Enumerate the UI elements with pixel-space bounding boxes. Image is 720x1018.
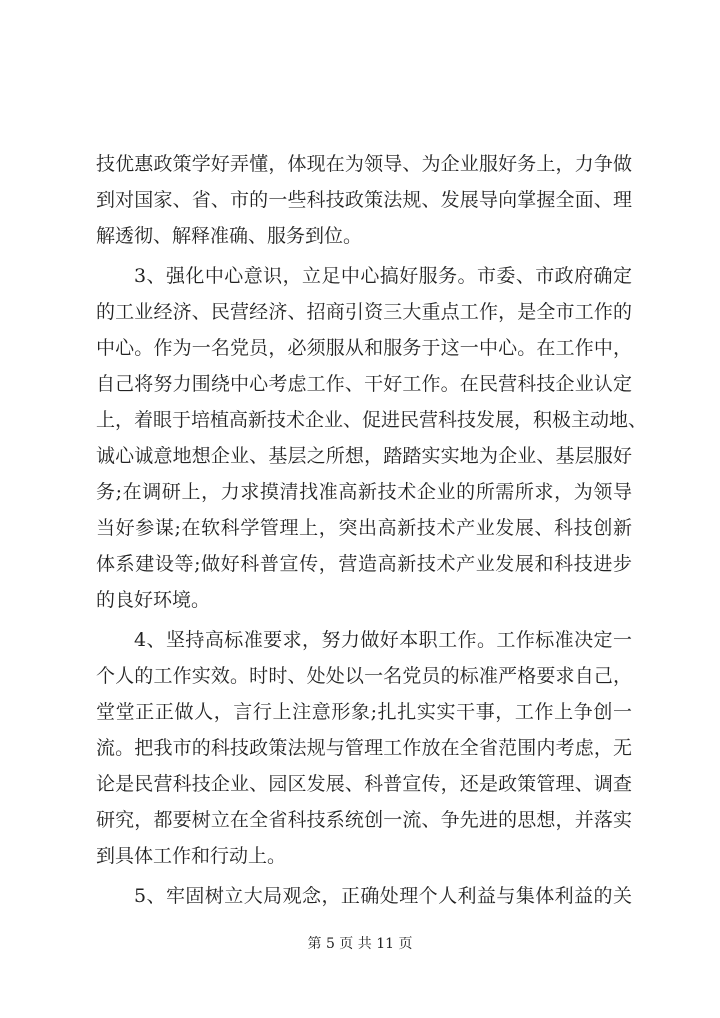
page-number-footer: 第 5 页 共 11 页 (307, 936, 413, 952)
paragraph-4-first-line: 4、坚持高标准要求，努力做好本职工作。工作标准决定一 (134, 629, 632, 651)
text-line: 论是民营科技企业、园区发展、科普宣传，还是政策管理、调查 (96, 773, 632, 795)
text-line: 个人的工作实效。时时、处处以一名党员的标准严格要求自己， (96, 665, 632, 687)
text-line: 自己将努力围绕中心考虑工作、干好工作。在民营科技企业认定 (96, 373, 632, 395)
text-line: 堂堂正正做人，言行上注意形象;扎扎实实干事，工作上争创一 (96, 701, 632, 723)
text-line: 技优惠政策学好弄懂，体现在为领导、为企业服好务上，力争做 (96, 153, 632, 175)
text-line: 上，着眼于培植高新技术企业、促进民营科技发展，积极主动地、 (96, 409, 648, 431)
text-line: 解透彻、解释准确、服务到位。 (96, 225, 363, 247)
text-line: 的工业经济、民营经济、招商引资三大重点工作，是全市工作的 (96, 301, 632, 323)
text-line: 当好参谋;在软科学管理上，突出高新技术产业发展、科技创新 (96, 517, 632, 539)
text-line: 到具体工作和行动上。 (96, 845, 287, 867)
text-line: 流。把我市的科技政策法规与管理工作放在全省范围内考虑，无 (96, 737, 632, 759)
text-line: 体系建设等;做好科普宣传，营造高新技术产业发展和科技进步 (96, 553, 632, 575)
text-line: 诚心诚意地想企业、基层之所想，踏踏实实地为企业、基层服好 (96, 445, 632, 467)
text-line: 的良好环境。 (96, 589, 211, 611)
text-line: 务;在调研上，力求摸清找准高新技术企业的所需所求，为领导 (96, 481, 632, 503)
text-line: 到对国家、省、市的一些科技政策法规、发展导向掌握全面、理 (96, 189, 632, 211)
text-line: 中心。作为一名党员，必须服从和服务于这一中心。在工作中， (96, 337, 632, 359)
paragraph-5-first-line: 5、牢固树立大局观念，正确处理个人利益与集体利益的关 (134, 885, 632, 907)
text-line: 研究，都要树立在全省科技系统创一流、争先进的思想，并落实 (96, 809, 632, 831)
paragraph-3-first-line: 3、强化中心意识，立足中心搞好服务。市委、市政府确定 (134, 265, 632, 287)
